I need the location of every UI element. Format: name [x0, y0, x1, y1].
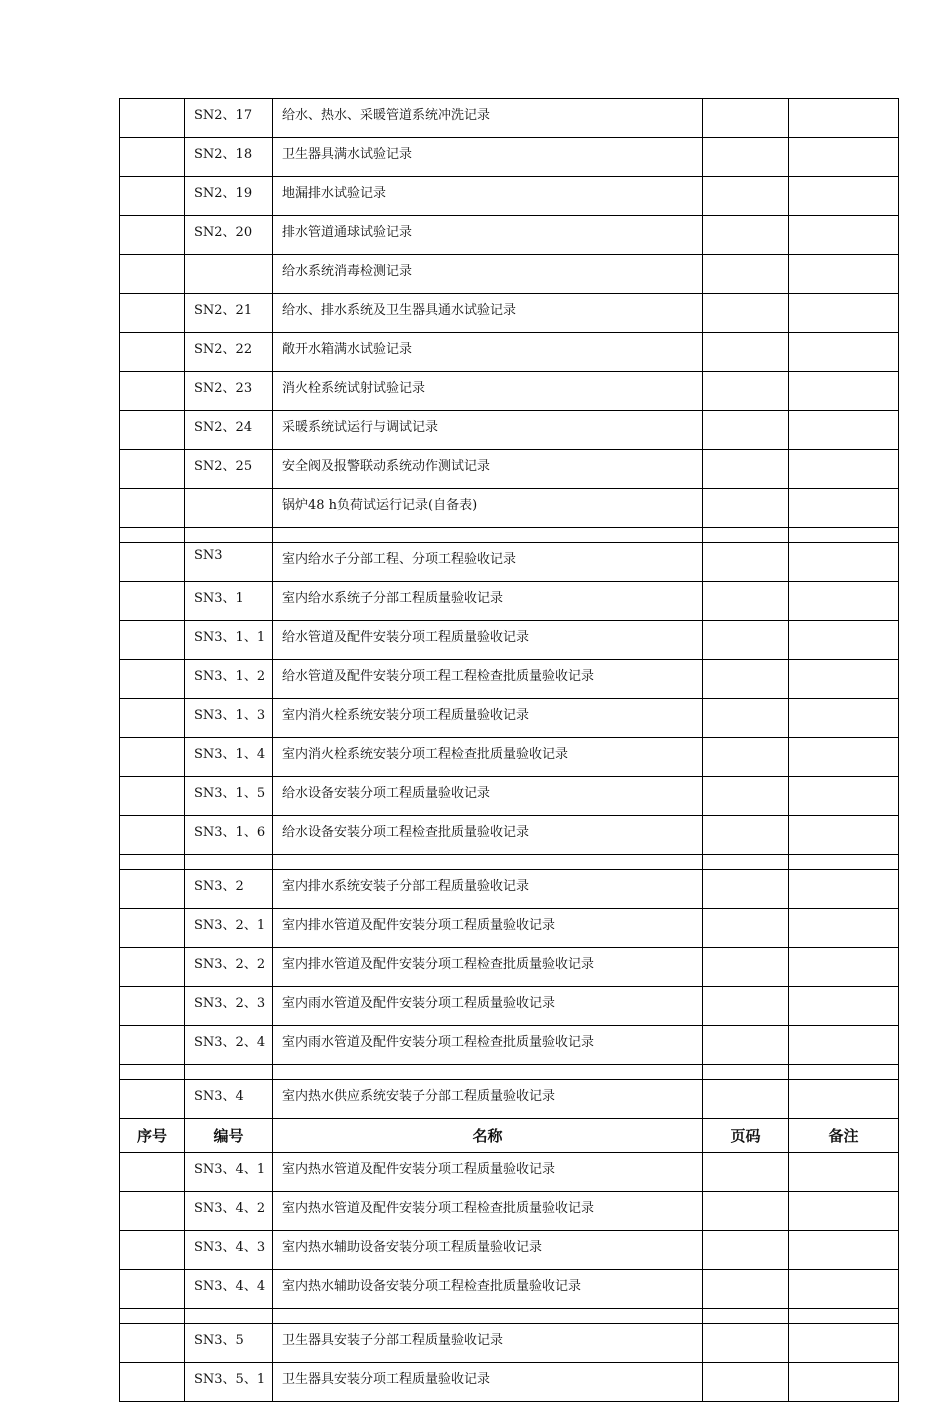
table-row [120, 987, 899, 1026]
code-cell: SN3、5、1 [185, 1363, 273, 1402]
page-cell [703, 489, 789, 528]
code-cell: SN2、23 [185, 372, 273, 411]
note-cell [789, 1270, 899, 1309]
seq-cell [120, 777, 185, 816]
code-cell: SN3、1、4 [185, 738, 273, 777]
seq-cell [120, 1192, 185, 1231]
seq-cell [120, 870, 185, 909]
table-row [120, 1192, 899, 1231]
seq-cell [120, 411, 185, 450]
name-cell: 室内排水系统安装子分部工程质量验收记录 [273, 870, 703, 909]
seq-cell [120, 1065, 185, 1080]
seq-cell [120, 1270, 185, 1309]
note-cell [789, 777, 899, 816]
name-cell: 锅炉48 h负荷试运行记录(自备表) [273, 489, 703, 528]
seq-cell [120, 987, 185, 1026]
note-cell [789, 1363, 899, 1402]
seq-cell [120, 909, 185, 948]
page-cell [703, 1231, 789, 1270]
table-row [120, 1270, 899, 1309]
seq-cell [120, 294, 185, 333]
page-cell [703, 1026, 789, 1065]
page-cell [703, 294, 789, 333]
note-cell [789, 1080, 899, 1119]
code-cell: SN3、1 [185, 582, 273, 621]
name-cell: 排水管道通球试验记录 [273, 216, 703, 255]
name-cell: 给水设备安装分项工程检查批质量验收记录 [273, 816, 703, 855]
seq-cell [120, 489, 185, 528]
note-cell [789, 699, 899, 738]
note-cell [789, 333, 899, 372]
name-cell: 室内排水管道及配件安装分项工程检查批质量验收记录 [273, 948, 703, 987]
seq-cell [120, 1153, 185, 1192]
table-row [120, 294, 899, 333]
name-cell: 室内雨水管道及配件安装分项工程检查批质量验收记录 [273, 1026, 703, 1065]
name-cell: 地漏排水试验记录 [273, 177, 703, 216]
note-cell [789, 1065, 899, 1080]
seq-cell [120, 699, 185, 738]
seq-cell [120, 450, 185, 489]
note-cell [789, 738, 899, 777]
seq-cell [120, 816, 185, 855]
seq-cell [120, 255, 185, 294]
name-cell: 给水管道及配件安装分项工程质量验收记录 [273, 621, 703, 660]
page-cell [703, 528, 789, 543]
name-cell: 敞开水箱满水试验记录 [273, 333, 703, 372]
table-row [120, 1080, 899, 1119]
spacer-row [120, 1065, 899, 1080]
page-cell [703, 816, 789, 855]
table-row [120, 177, 899, 216]
page-cell [703, 1324, 789, 1363]
page-cell [703, 738, 789, 777]
seq-cell [120, 1231, 185, 1270]
note-cell [789, 1231, 899, 1270]
page-cell [703, 660, 789, 699]
name-cell: 采暖系统试运行与调试记录 [273, 411, 703, 450]
code-cell [185, 1309, 273, 1324]
seq-cell [120, 543, 185, 582]
code-cell: SN2、21 [185, 294, 273, 333]
name-cell: 室内给水系统子分部工程质量验收记录 [273, 582, 703, 621]
name-cell: 给水管道及配件安装分项工程工程检查批质量验收记录 [273, 660, 703, 699]
table-row [120, 777, 899, 816]
code-cell: SN3、2、2 [185, 948, 273, 987]
page-cell [703, 1309, 789, 1324]
name-cell: 室内热水供应系统安装子分部工程质量验收记录 [273, 1080, 703, 1119]
code-cell: SN2、24 [185, 411, 273, 450]
seq-cell [120, 1026, 185, 1065]
table-row [120, 816, 899, 855]
page-cell [703, 1192, 789, 1231]
seq-cell [120, 372, 185, 411]
seq-cell [120, 1080, 185, 1119]
note-cell [789, 489, 899, 528]
table-row [120, 621, 899, 660]
table-row [120, 699, 899, 738]
code-cell: SN3、1、3 [185, 699, 273, 738]
page-cell [703, 777, 789, 816]
page-cell [703, 582, 789, 621]
page-cell [703, 621, 789, 660]
note-cell [789, 1153, 899, 1192]
spacer-row [120, 528, 899, 543]
code-cell: SN2、20 [185, 216, 273, 255]
page-cell [703, 1363, 789, 1402]
seq-cell [120, 948, 185, 987]
name-cell: 消火栓系统试射试验记录 [273, 372, 703, 411]
table-row [120, 489, 899, 528]
note-cell [789, 948, 899, 987]
code-cell: SN2、17 [185, 99, 273, 138]
seq-cell [120, 1309, 185, 1324]
table-row [120, 582, 899, 621]
page-cell [703, 333, 789, 372]
page-cell [703, 855, 789, 870]
code-cell: SN3、2、1 [185, 909, 273, 948]
page-cell [703, 1153, 789, 1192]
header-page: 页码 [703, 1119, 789, 1153]
code-cell: SN3、2、4 [185, 1026, 273, 1065]
name-cell: 给水、热水、采暖管道系统冲洗记录 [273, 99, 703, 138]
note-cell [789, 255, 899, 294]
seq-cell [120, 333, 185, 372]
note-cell [789, 1324, 899, 1363]
seq-cell [120, 138, 185, 177]
table-row [120, 138, 899, 177]
code-cell: SN2、25 [185, 450, 273, 489]
name-cell: 给水系统消毒检测记录 [273, 255, 703, 294]
page-cell [703, 1065, 789, 1080]
note-cell [789, 1309, 899, 1324]
code-cell: SN3、2、3 [185, 987, 273, 1026]
note-cell [789, 294, 899, 333]
seq-cell [120, 621, 185, 660]
note-cell [789, 543, 899, 582]
table-row [120, 255, 899, 294]
header-note: 备注 [789, 1119, 899, 1153]
name-cell [273, 528, 703, 543]
header-seq: 序号 [120, 1119, 185, 1153]
name-cell: 室内排水管道及配件安装分项工程质量验收记录 [273, 909, 703, 948]
seq-cell [120, 216, 185, 255]
table-row [120, 948, 899, 987]
note-cell [789, 621, 899, 660]
seq-cell [120, 1324, 185, 1363]
page-cell [703, 372, 789, 411]
note-cell [789, 528, 899, 543]
code-cell: SN3 [185, 543, 273, 582]
name-cell: 室内热水管道及配件安装分项工程检查批质量验收记录 [273, 1192, 703, 1231]
name-cell: 室内消火栓系统安装分项工程检查批质量验收记录 [273, 738, 703, 777]
name-cell: 室内热水辅助设备安装分项工程质量验收记录 [273, 1231, 703, 1270]
name-cell: 室内热水管道及配件安装分项工程质量验收记录 [273, 1153, 703, 1192]
header-code: 编号 [185, 1119, 273, 1153]
name-cell: 卫生器具安装分项工程质量验收记录 [273, 1363, 703, 1402]
page-cell [703, 99, 789, 138]
name-cell: 给水、排水系统及卫生器具通水试验记录 [273, 294, 703, 333]
code-cell: SN3、4、1 [185, 1153, 273, 1192]
code-cell [185, 1065, 273, 1080]
spacer-row [120, 1309, 899, 1324]
name-cell: 室内消火栓系统安装分项工程质量验收记录 [273, 699, 703, 738]
page-cell [703, 987, 789, 1026]
table-row [120, 333, 899, 372]
page-cell [703, 1080, 789, 1119]
seq-cell [120, 582, 185, 621]
note-cell [789, 855, 899, 870]
seq-cell [120, 177, 185, 216]
note-cell [789, 1192, 899, 1231]
note-cell [789, 450, 899, 489]
code-cell [185, 528, 273, 543]
code-cell: SN3、2 [185, 870, 273, 909]
name-cell: 室内热水辅助设备安装分项工程检查批质量验收记录 [273, 1270, 703, 1309]
note-cell [789, 582, 899, 621]
code-cell: SN3、4、3 [185, 1231, 273, 1270]
name-cell [273, 855, 703, 870]
note-cell [789, 660, 899, 699]
page-cell [703, 543, 789, 582]
name-cell [273, 1065, 703, 1080]
note-cell [789, 99, 899, 138]
seq-cell [120, 738, 185, 777]
code-cell: SN2、19 [185, 177, 273, 216]
code-cell [185, 255, 273, 294]
seq-cell [120, 1363, 185, 1402]
records-table [119, 98, 899, 1402]
seq-cell [120, 528, 185, 543]
name-cell [273, 1309, 703, 1324]
table-row [120, 372, 899, 411]
page-cell [703, 138, 789, 177]
seq-cell [120, 660, 185, 699]
page-cell [703, 948, 789, 987]
page-cell [703, 870, 789, 909]
note-cell [789, 909, 899, 948]
page-cell [703, 699, 789, 738]
seq-cell [120, 99, 185, 138]
table-row [120, 543, 899, 582]
name-cell: 卫生器具安装子分部工程质量验收记录 [273, 1324, 703, 1363]
name-cell: 安全阀及报警联动系统动作测试记录 [273, 450, 703, 489]
note-cell [789, 177, 899, 216]
name-cell: 卫生器具满水试验记录 [273, 138, 703, 177]
page-cell [703, 909, 789, 948]
note-cell [789, 1026, 899, 1065]
code-cell: SN2、22 [185, 333, 273, 372]
code-cell: SN3、1、2 [185, 660, 273, 699]
table-row [120, 99, 899, 138]
table-row [120, 1153, 899, 1192]
table-row [120, 216, 899, 255]
table-header-row [120, 1119, 899, 1153]
name-cell: 室内雨水管道及配件安装分项工程质量验收记录 [273, 987, 703, 1026]
page-cell [703, 450, 789, 489]
name-cell: 给水设备安装分项工程质量验收记录 [273, 777, 703, 816]
table-row [120, 1363, 899, 1402]
seq-cell [120, 855, 185, 870]
name-cell: 室内给水子分部工程、分项工程验收记录 [273, 543, 703, 582]
note-cell [789, 870, 899, 909]
table-row [120, 909, 899, 948]
note-cell [789, 411, 899, 450]
page-cell [703, 1270, 789, 1309]
note-cell [789, 138, 899, 177]
note-cell [789, 216, 899, 255]
note-cell [789, 987, 899, 1026]
code-cell: SN3、1、5 [185, 777, 273, 816]
code-cell: SN3、4、4 [185, 1270, 273, 1309]
table-row [120, 411, 899, 450]
page-cell [703, 216, 789, 255]
note-cell [789, 372, 899, 411]
table-row [120, 660, 899, 699]
code-cell: SN3、5 [185, 1324, 273, 1363]
code-cell: SN3、4 [185, 1080, 273, 1119]
code-cell [185, 855, 273, 870]
records-body [120, 99, 899, 1402]
page-cell [703, 177, 789, 216]
page-cell [703, 255, 789, 294]
code-cell [185, 489, 273, 528]
table-row [120, 1324, 899, 1363]
code-cell: SN3、1、1 [185, 621, 273, 660]
table-row [120, 870, 899, 909]
table-row [120, 1231, 899, 1270]
spacer-row [120, 855, 899, 870]
page-cell [703, 411, 789, 450]
code-cell: SN3、4、2 [185, 1192, 273, 1231]
header-name: 名称 [273, 1119, 703, 1153]
note-cell [789, 816, 899, 855]
table-row [120, 738, 899, 777]
code-cell: SN2、18 [185, 138, 273, 177]
table-row [120, 1026, 899, 1065]
code-cell: SN3、1、6 [185, 816, 273, 855]
table-row [120, 450, 899, 489]
